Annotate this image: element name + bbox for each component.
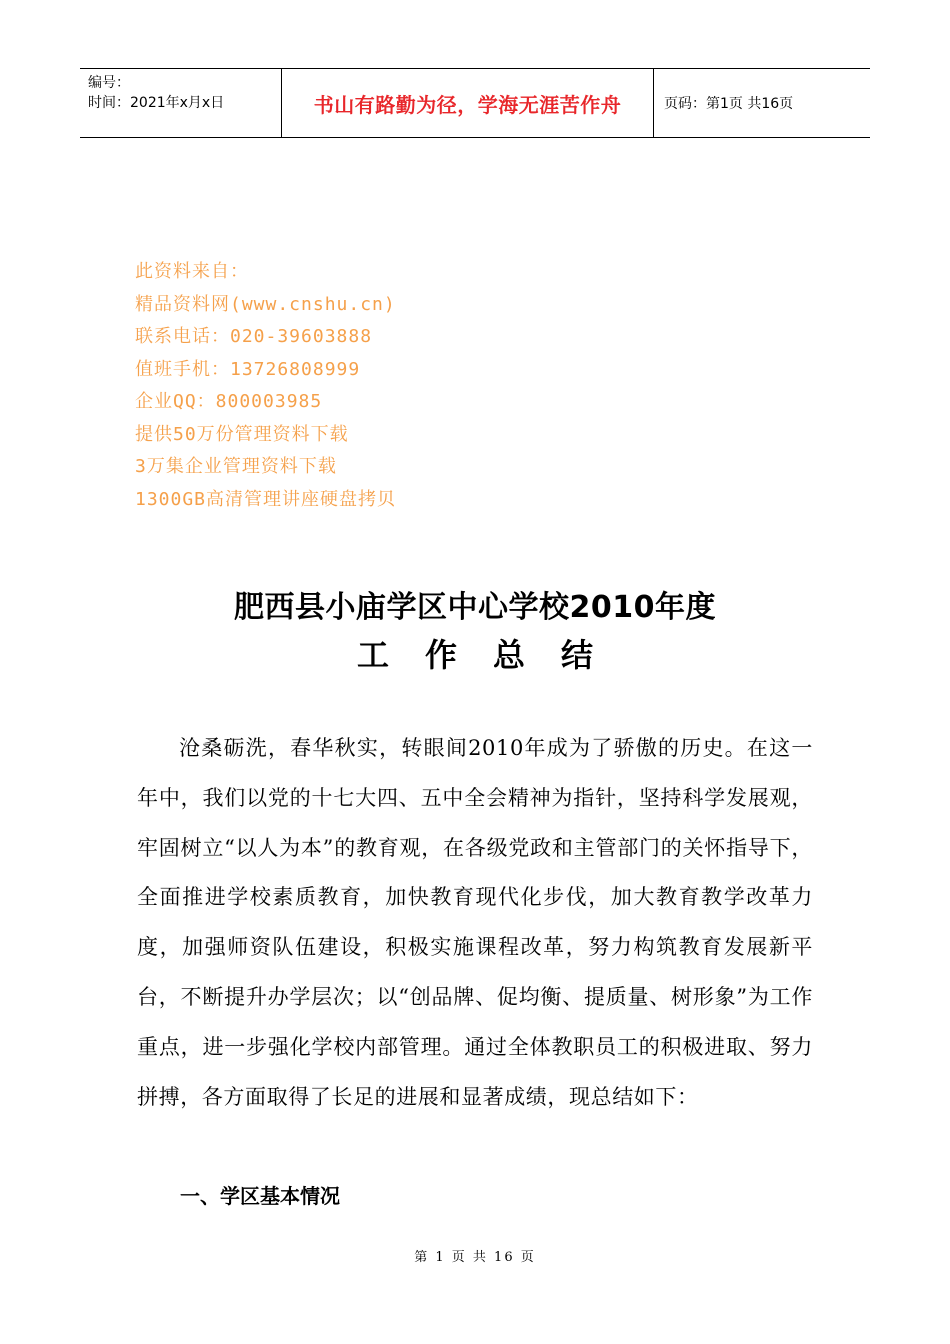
- intro-paragraph: 沧桑砺洗，春华秋实，转眼间2010年成为了骄傲的历史。在这一年中，我们以党的十七大四、五中全会精神为指针，坚持科学发展观，牢固树立“以人为本”的教育观，在各级党政和主管部门的关怀指导下，全面推进学校素质教育，加快教育现代化步伐，加大教育教学改革力度，加强师资队伍建设，积极实施课程改革，努力构筑教育发展新平台，不断提升办学层次；以“创品牌、促均衡、提质量、树形象”为工作重点，进一步强化学校内部管理。通过全体教职员工的积极进取、努力拼搏，各方面取得了长足的进展和显著成绩，现总结如下：: [137, 736, 813, 1109]
- source-line: 企业QQ：800003985: [135, 391, 323, 412]
- section-heading: 一、学区基本情况: [180, 1184, 340, 1208]
- source-line: 此资料来自：: [135, 261, 249, 282]
- page-header-table: [80, 68, 870, 138]
- source-line: 3万集企业管理资料下载: [135, 456, 337, 477]
- header-motto: 书山有路勤为径，学海无涯苦作舟: [282, 69, 654, 137]
- document-time-label: 时间：2021年x月x日: [88, 95, 225, 111]
- document-number-label: 编号：: [88, 75, 130, 91]
- source-info-block: [135, 256, 396, 516]
- document-title: 肥西县小庙学区中心学校2010年度: [234, 590, 716, 625]
- source-line: 精品资料网(www.cnshu.cn): [135, 293, 396, 315]
- header-page-info: 页码：第1页 共16页: [664, 96, 794, 112]
- source-line: 值班手机：13726808999: [135, 358, 361, 380]
- source-line: 联系电话：020-39603888: [135, 326, 373, 347]
- document-subtitle: 工作总结: [356, 636, 629, 674]
- source-line: 1300GB高清管理讲座硬盘拷贝: [135, 488, 397, 510]
- page-footer: 第 1 页 共 16 页: [414, 1250, 536, 1265]
- header-meta-cell: [80, 69, 282, 137]
- source-line: 提供50万份管理资料下载: [135, 423, 349, 445]
